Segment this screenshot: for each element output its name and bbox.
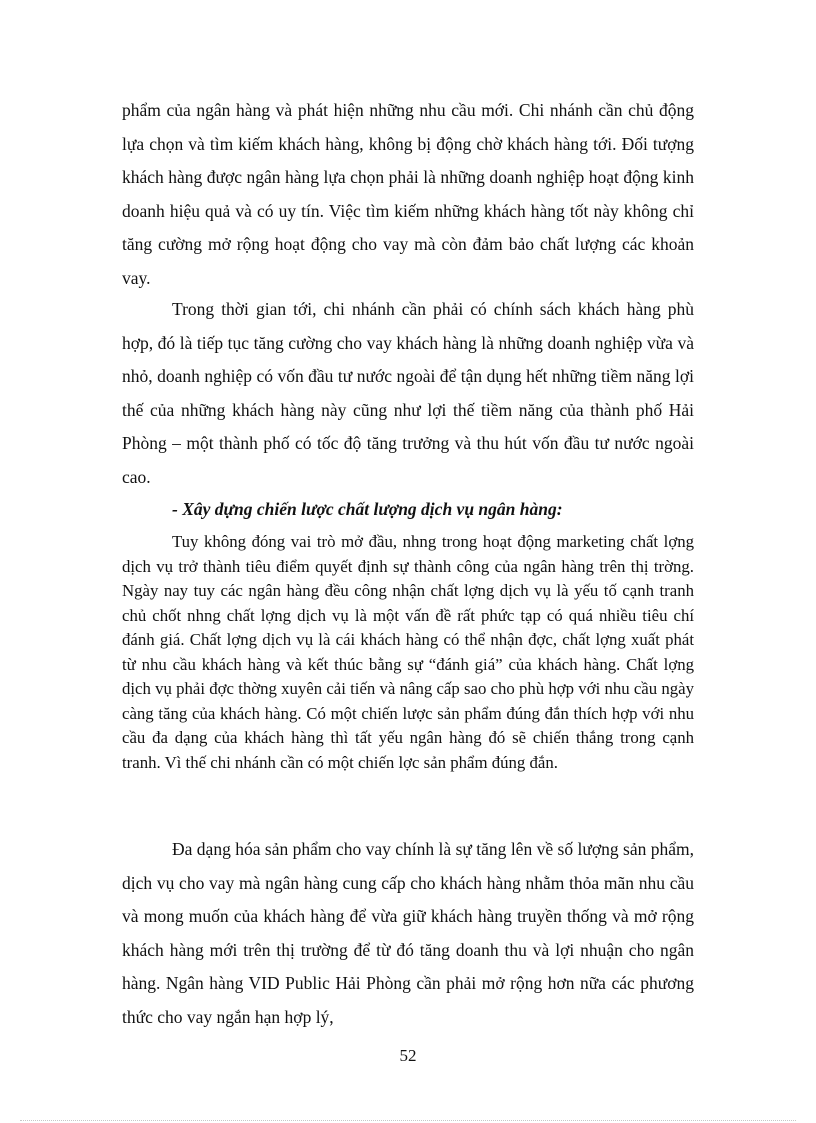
paragraph-customer-policy: Trong thời gian tới, chi nhánh cần phải có chính sách khách hàng phù hợp, đó là tiếp tục tăng cường cho vay khách hàng là những doanh nghiệp vừa và nhỏ, doanh nghiệp có vốn đầu tư nước ngoài để tận dụng hết những tiềm năng lợi thế của những khách hàng này cũng như lợi thế tiềm năng của thành phố Hải Phòng – một thành phố có tốc độ tăng trưởng và thu hút vốn đầu tư nước ngoài cao. xyxy=(122,299,694,487)
section-heading-service-quality: - Xây dựng chiến lược chất lượng dịch vụ ngân hàng: xyxy=(172,499,563,519)
paragraph-service-quality: Tuy không đóng vai trò mở đầu, nhng trong hoạt động marketing chất lợng dịch vụ trở thành tiêu điểm quyết định sự thành công của ngân hàng trên thị trờng. Ngày nay tuy các ngân hàng đều công nhận chất lợng dịch vụ là yếu tố cạnh tranh chủ chốt nhng chất lợng dịch vụ là một vấn đề rất phức tạp có quá nhiều tiêu chí đánh giá. Chất lợng dịch vụ là cái khách hàng có thể nhận đợc, chất lợng xuất phát từ nhu cầu khách hàng và kết thúc bằng sự “đánh giá” của khách hàng. Chất lợng dịch vụ phải đợc thờng xuyên cải tiến và nâng cấp sao cho phù hợp với nhu cầu ngày càng tăng của khách hàng. Có một chiến lược sản phẩm đúng đắn thích hợp với nhu cầu đa dạng của khách hàng thì tất yếu ngân hàng đó sẽ chiến thắng trong cạnh tranh. Vì thế chi nhánh cần có một chiến lợc sản phẩm đúng đắn. xyxy=(122,532,694,772)
page-bottom-divider xyxy=(20,1120,796,1121)
paragraph-product-diversification: Đa dạng hóa sản phẩm cho vay chính là sự tăng lên về số lượng sản phẩm, dịch vụ cho vay mà ngân hàng cung cấp cho khách hàng nhằm thỏa mãn nhu cầu và mong muốn của khách hàng để vừa giữ khách hàng truyền thống và mở rộng khách hàng mới trên thị trường để từ đó tăng doanh thu và lợi nhuận cho ngân hàng. Ngân hàng VID Public Hải Phòng cần phải mở rộng hơn nữa các phương thức cho vay ngắn hạn hợp lý, xyxy=(122,839,694,1027)
page-number: 52 xyxy=(399,1046,417,1065)
paragraph-customer-search: phẩm của ngân hàng và phát hiện những nhu cầu mới. Chi nhánh cần chủ động lựa chọn và tìm kiếm khách hàng, không bị động chờ khách hàng tới. Đối tượng khách hàng được ngân hàng lựa chọn phải là những doanh nghiệp hoạt động kinh doanh hiệu quả và có uy tín. Việc tìm kiếm những khách hàng tốt này không chỉ tăng cường mở rộng hoạt động cho vay mà còn đảm bảo chất lượng các khoản vay. xyxy=(122,100,694,288)
